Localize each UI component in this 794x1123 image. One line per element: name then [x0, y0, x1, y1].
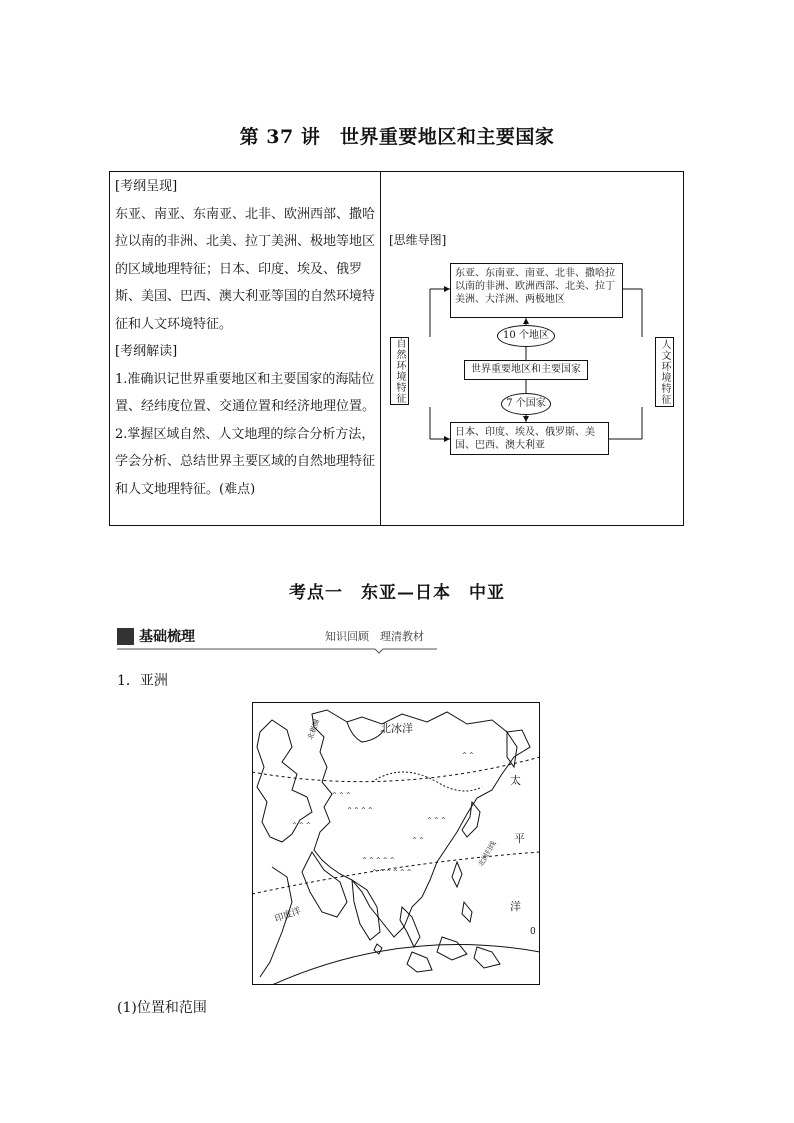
countries-box: 日本、印度、埃及、俄罗斯、美国、巴西、澳大利亚: [450, 422, 609, 455]
interpretation-point-2: 2.掌握区域自然、人文地理的综合分析方法，学会分析、总结世界主要区域的自然地理特征和人文地理特征。(难点): [115, 426, 376, 497]
countries-oval: 7 个国家: [501, 393, 551, 415]
mind-map-label: [思维导图]: [389, 233, 447, 247]
svg-text:^ ^: ^ ^: [412, 837, 424, 844]
svg-text:^ ^: ^ ^: [462, 752, 474, 759]
map-label-zero: 0: [530, 927, 536, 937]
svg-text:^ ^ ^ ^: ^ ^ ^ ^: [347, 807, 373, 814]
item-asia: 1．亚洲: [117, 673, 168, 689]
outline-heading: [考纲呈现]: [115, 179, 178, 194]
interpretation-point-1: 1.准确识记世界重要地区和主要国家的海陆位置、经纬度位置、交通位置和经济地理位置。: [115, 371, 376, 414]
svg-text:^ ^ ^ ^ ^ ^: ^ ^ ^ ^ ^ ^: [372, 869, 412, 876]
page-title: 第 37 讲 世界重要地区和主要国家: [239, 126, 555, 148]
asia-map: [252, 702, 540, 985]
section-bar-square-icon: [117, 628, 134, 645]
svg-text:^ ^ ^: ^ ^ ^: [332, 792, 351, 799]
interpretation-heading: [考纲解读]: [115, 344, 178, 359]
outline-column: [115, 173, 377, 503]
regions-oval: 10 个地区: [497, 325, 555, 347]
section-bar: [117, 624, 437, 654]
regions-box: 东亚、东南亚、南亚、北非、撒哈拉以南的非洲、欧洲西部、北美、拉丁美洲、大洋洲、两极地区: [450, 263, 623, 318]
center-box: 世界重要地区和主要国家: [464, 360, 588, 380]
natural-features-box: 自然环境特征: [390, 337, 409, 405]
human-features-box: 人文环境特征: [655, 337, 674, 407]
map-label-arctic-circle: 北极圈: [306, 718, 322, 741]
svg-text:^ ^ ^: ^ ^ ^: [292, 822, 311, 829]
section-title: 考点一 东亚—日本 中亚: [289, 583, 505, 603]
outline-text: 东亚、南亚、东南亚、北非、欧洲西部、撒哈拉以南的非洲、北美、拉丁美洲、极地等地区的区域地理特征；日本、印度、埃及、俄罗斯、美国、巴西、澳大利亚等国的自然环境特征和人文环境特征。: [115, 206, 376, 332]
svg-text:^ ^ ^ ^ ^: ^ ^ ^ ^ ^: [362, 857, 395, 864]
map-label-pacific-2: 平: [514, 832, 525, 845]
section-bar-label: 基础梳理: [139, 629, 195, 645]
map-label-tropic: 北回归线: [476, 839, 498, 868]
map-label-pacific-3: 洋: [510, 900, 521, 913]
item-location-range: (1)位置和范围: [117, 1000, 207, 1016]
section-bar-hint: 知识回顾 理清教材: [325, 630, 424, 643]
map-label-arctic-ocean: 北冰洋: [380, 722, 413, 735]
map-label-pacific-1: 太: [510, 774, 521, 787]
map-label-indian-ocean: 印度洋: [273, 906, 303, 925]
svg-text:^ ^ ^: ^ ^ ^: [427, 817, 446, 824]
mind-map-connectors: [380, 171, 684, 526]
